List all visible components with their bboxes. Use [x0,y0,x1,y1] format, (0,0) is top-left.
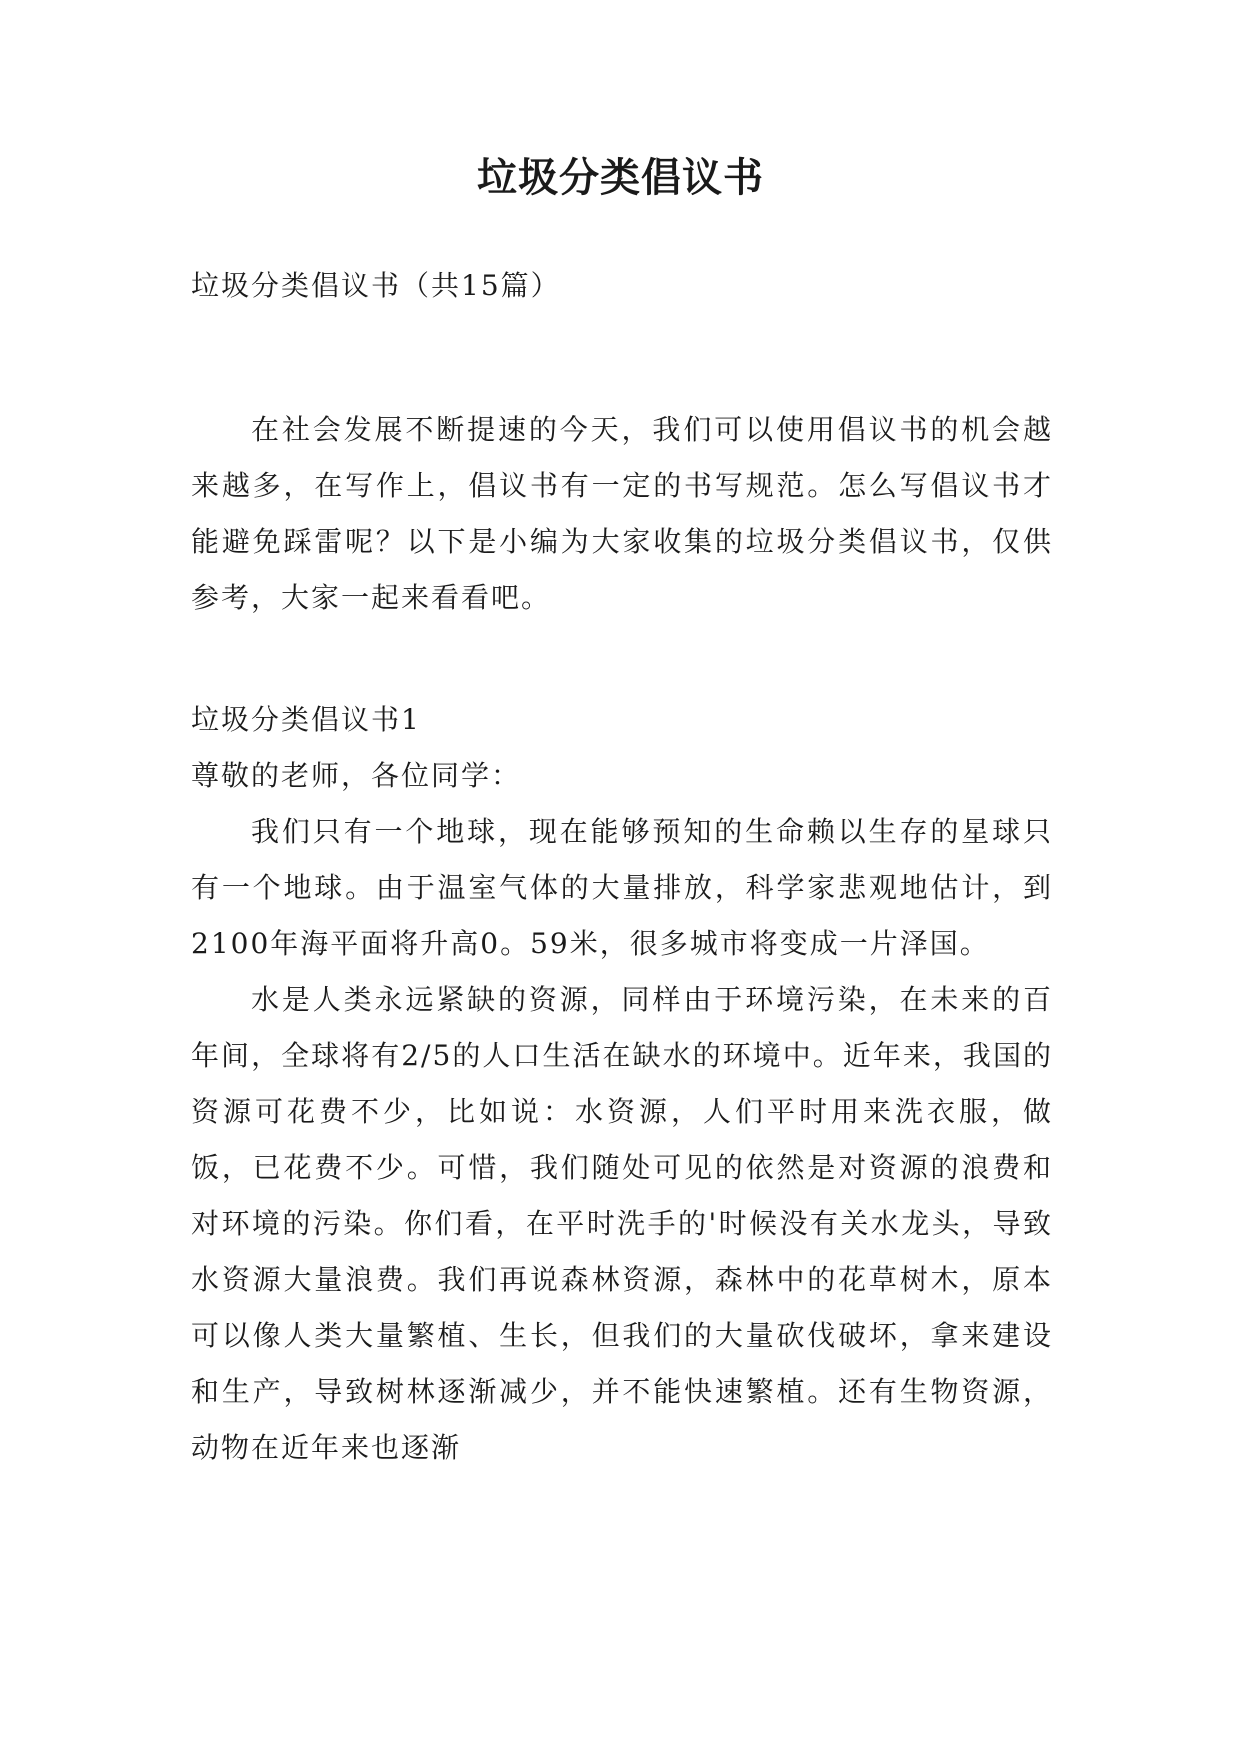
document-subtitle [191,258,1053,314]
section-title: 垃圾分类倡议书1 [191,703,421,736]
body-paragraph: 水是人类永远紧缺的资源，同样由于环境污染，在未来的百年间，全球将有2/5的人口生活在缺水的环境中。近年来，我国的资源可花费不少，比如说：水资源，人们平时用来洗衣服，做饭，已花费不少。可惜，我们随处可见的依然是对资源的浪费和对环境的污染。你们看，在平时洗手的'时候没有关水龙头，导致水资源大量浪费。我们再说森林资源，森林中的花草树木，原本可以像人类大量繁植、生长，但我们的大量砍伐破坏，拿来建设和生产，导致树林逐渐减少，并不能快速繁植。还有生物资源，动物在近年来也逐渐 [191,983,1053,1464]
intro-block [191,402,1053,626]
salutation: 尊敬的老师，各位同学： [191,759,522,792]
document-title: 垃圾分类倡议书 [477,154,764,201]
intro-paragraph: 在社会发展不断提速的今天，我们可以使用倡议书的机会越来越多，在写作上，倡议书有一定的书写规范。怎么写倡议书才能避免踩雷呢？以下是小编为大家收集的垃圾分类倡议书，仅供参考，大家一起来看看吧。 [191,413,1053,614]
section-1 [191,692,1053,1476]
subtitle-text: 垃圾分类倡议书（共15篇） [191,269,561,302]
body-paragraph: 我们只有一个地球，现在能够预知的生命赖以生存的星球只有一个地球。由于温室气体的大量排放，科学家悲观地估计，到2100年海平面将升高0。59米，很多城市将变成一片泽国。 [191,815,1053,960]
